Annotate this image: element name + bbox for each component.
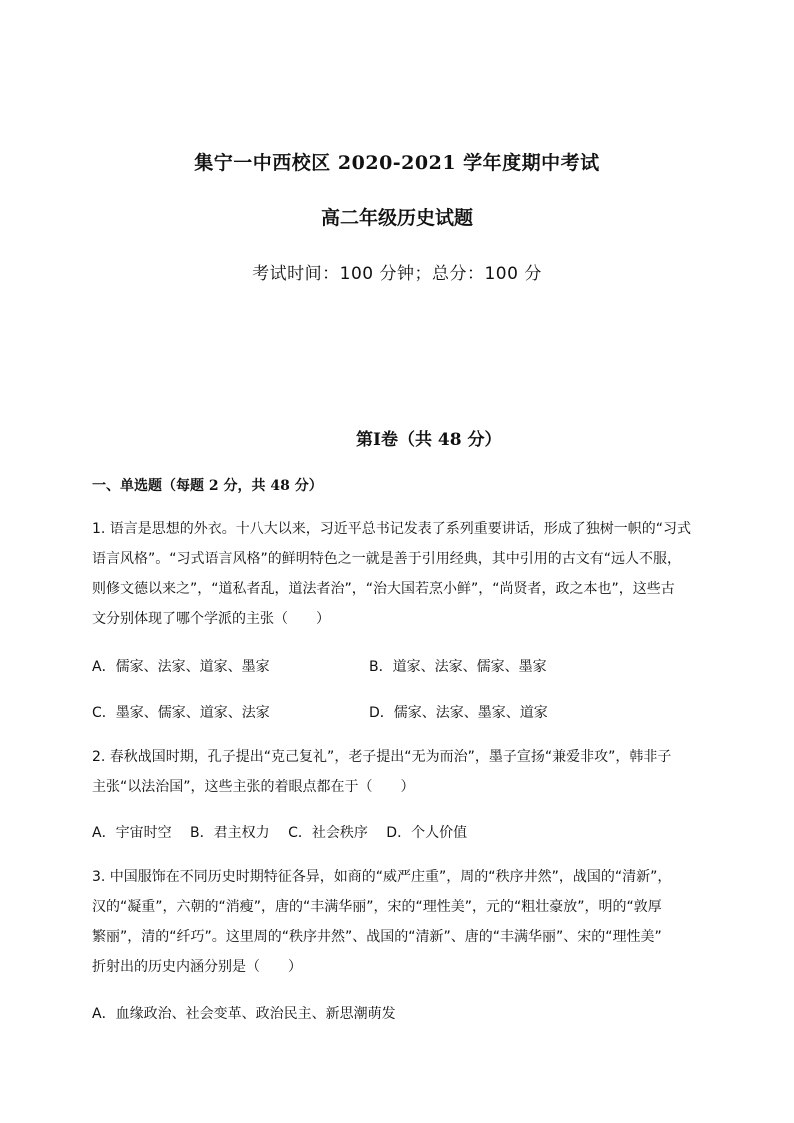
question-1-option-d: D．儒家、法家、墨家、道家 (369, 705, 548, 721)
question-2-line-1: 2. 春秋战国时期，孔子提出“克己复礼”，老子提出“无为而治”，墨子宣扬“兼爱非攻”，韩非子 (92, 749, 672, 765)
question-3-line-1: 3. 中国服饰在不同历史时期特征各异，如商的“威严庄重”，周的“秩序井然”，战国的“清新”， (92, 869, 672, 885)
question-1-option-a: A．儒家、法家、道家、墨家 (92, 659, 270, 675)
question-1-option-b: B．道家、法家、儒家、墨家 (369, 659, 547, 675)
exam-title: 集宁一中西校区 2020-2021 学年度期中考试 (194, 152, 600, 174)
question-3-option-a: A．血缘政治、社会变革、政治民主、新思潮萌发 (92, 1006, 396, 1022)
exam-subtitle: 高二年级历史试题 (320, 207, 473, 229)
question-2-options: A．宇宙时空 B．君主权力 C．社会秩序 D．个人价值 (92, 825, 468, 841)
question-1-line-3: 则修文德以来之”，“道私者乱，道法者治”，“治大国若烹小鲜”，“尚贤者，政之本也”，这些古 (92, 581, 675, 597)
question-1-line-1: 1. 语言是思想的外衣。十八大以来，习近平总书记发表了系列重要讲话，形成了独树一帜的“习式 (92, 521, 692, 537)
part-title: 一、单选题（每题 2 分，共 48 分） (92, 478, 323, 494)
section-heading: 第Ⅰ卷（共 48 分） (356, 430, 502, 450)
question-1-line-4: 文分别体现了哪个学派的主张（ ） (92, 611, 330, 627)
question-3-line-4: 折射出的历史内涵分别是（ ） (92, 959, 302, 975)
question-3-line-2: 汉的“凝重”，六朝的“消瘦”，唐的“丰满华丽”，宋的“理性美”，元的“粗壮豪放”，明的“敦厚 (92, 899, 662, 915)
exam-meta: 考试时间：100 分钟；总分：100 分 (252, 264, 542, 284)
question-1-line-2: 语言风格”。“习式语言风格”的鲜明特色之一就是善于引用经典，其中引用的古文有“远人不服， (92, 551, 682, 567)
question-3-line-3: 繁丽”，清的“纤巧”。这里周的“秩序井然”、战国的“清新”、唐的“丰满华丽”、宋的“理性美” (92, 929, 662, 945)
question-1-option-c: C．墨家、儒家、道家、法家 (92, 705, 270, 721)
question-2-line-2: 主张“以法治国”，这些主张的着眼点都在于（ ） (92, 779, 415, 795)
